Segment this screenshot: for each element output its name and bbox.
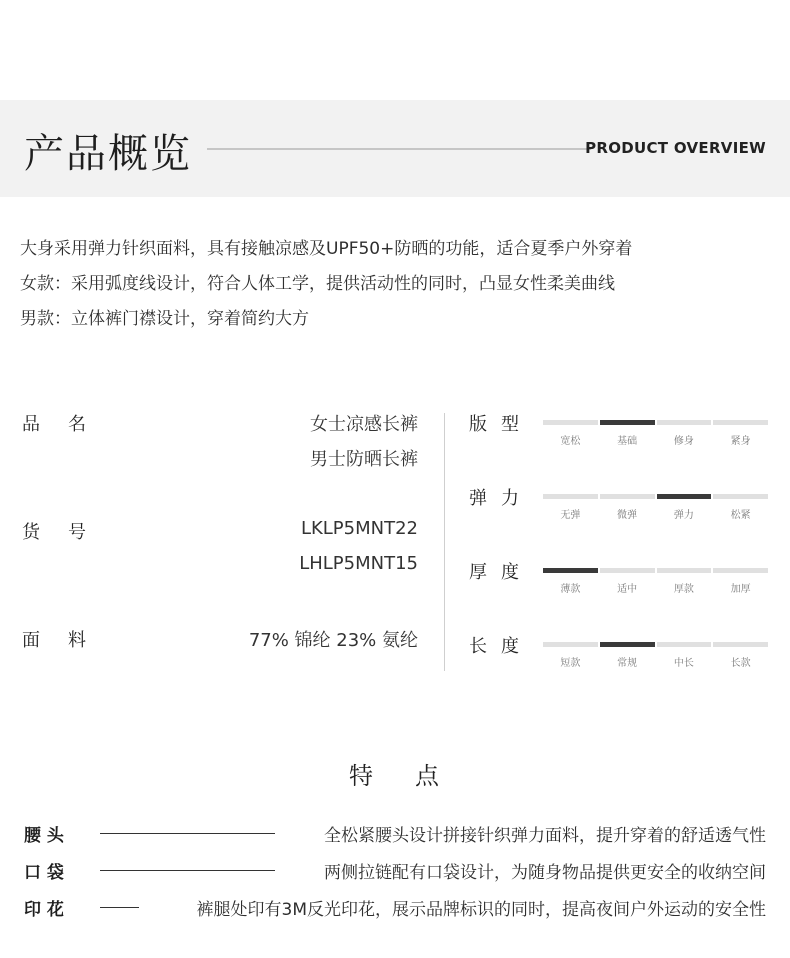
attribute-segment-selected bbox=[600, 420, 655, 425]
feature-label: 印 花 bbox=[24, 900, 64, 920]
spec-label-name bbox=[22, 410, 86, 436]
attribute-label-char: 力 bbox=[501, 488, 519, 509]
feature-label: 腰 头 bbox=[24, 826, 64, 846]
feature-row-pocket bbox=[24, 858, 766, 882]
attribute-label-char: 型 bbox=[501, 414, 519, 435]
attribute-option-label: 中长 bbox=[673, 658, 694, 669]
header-divider-line bbox=[207, 148, 591, 150]
features-title-char: 特 bbox=[349, 762, 375, 790]
attribute-segment bbox=[600, 568, 655, 573]
spec-value-fabric: 77% 锦纶 23% 氨纶 bbox=[248, 630, 418, 651]
attribute-scale-bar bbox=[543, 642, 768, 647]
spec-label-char: 料 bbox=[68, 630, 86, 651]
attribute-scale-options bbox=[543, 654, 768, 669]
feature-connector-line bbox=[100, 833, 275, 834]
spec-vertical-divider bbox=[444, 413, 445, 671]
attribute-option-label: 厚款 bbox=[673, 584, 694, 595]
attribute-scale-bar bbox=[543, 420, 768, 425]
section-title: 产品概览 bbox=[24, 131, 192, 177]
feature-connector-line bbox=[100, 870, 275, 871]
attribute-option-label: 长款 bbox=[730, 658, 751, 669]
attribute-segment bbox=[713, 568, 768, 573]
attribute-scale-options bbox=[543, 580, 768, 595]
attribute-label-char: 度 bbox=[501, 636, 519, 657]
description-line: 大身采用弹力针织面料，具有接触凉感及UPF50+防晒的功能，适合夏季户外穿着 bbox=[20, 239, 633, 259]
attribute-option-label: 常规 bbox=[617, 658, 638, 669]
spec-label-fabric bbox=[22, 626, 86, 652]
description-line: 男款：立体裤门襟设计，穿着简约大方 bbox=[20, 309, 309, 329]
attribute-segment bbox=[713, 494, 768, 499]
spec-label-char: 名 bbox=[68, 414, 86, 435]
spec-label-char: 号 bbox=[68, 522, 86, 543]
attribute-segment bbox=[600, 494, 655, 499]
spec-label-char: 品 bbox=[22, 414, 40, 435]
attribute-option-label: 修身 bbox=[673, 436, 694, 447]
attribute-label bbox=[469, 558, 519, 584]
attribute-segment bbox=[543, 420, 598, 425]
attribute-scale-options bbox=[543, 506, 768, 521]
attribute-segment bbox=[713, 642, 768, 647]
feature-connector-line bbox=[100, 907, 139, 908]
attribute-label-char: 长 bbox=[469, 636, 487, 657]
feature-row-waist bbox=[24, 821, 766, 845]
spec-label-char: 货 bbox=[22, 522, 40, 543]
attribute-label-char: 厚 bbox=[469, 562, 487, 583]
attribute-label-char: 度 bbox=[501, 562, 519, 583]
attribute-option-label: 宽松 bbox=[560, 436, 581, 447]
attribute-label bbox=[469, 632, 519, 658]
attribute-segment-selected bbox=[600, 642, 655, 647]
attribute-option-label: 加厚 bbox=[730, 584, 751, 595]
attribute-scale-bar bbox=[543, 568, 768, 573]
attribute-option-label: 适中 bbox=[617, 584, 638, 595]
attribute-segment bbox=[543, 494, 598, 499]
spec-value-sku-1: LKLP5MNT22 bbox=[300, 518, 418, 539]
attribute-label bbox=[469, 410, 519, 436]
attribute-option-label: 短款 bbox=[560, 658, 581, 669]
attribute-option-label: 基础 bbox=[617, 436, 638, 447]
spec-value-name-1: 女士凉感长裤 bbox=[310, 414, 418, 435]
attribute-option-label: 紧身 bbox=[730, 436, 751, 447]
feature-row-print bbox=[24, 895, 766, 919]
attribute-segment bbox=[657, 642, 712, 647]
feature-text: 裤腿处印有3M反光印花，展示品牌标识的同时，提高夜间户外运动的安全性 bbox=[196, 900, 766, 920]
attribute-option-label: 无弹 bbox=[560, 510, 581, 521]
attribute-label bbox=[469, 484, 519, 510]
attribute-option-label: 弹力 bbox=[673, 510, 694, 521]
spec-value-name-2: 男士防晒长裤 bbox=[310, 449, 418, 470]
product-description bbox=[20, 232, 632, 337]
attribute-option-label: 松紧 bbox=[730, 510, 751, 521]
attribute-segment-selected bbox=[657, 494, 712, 499]
attribute-segment bbox=[543, 642, 598, 647]
attribute-label-char: 版 bbox=[469, 414, 487, 435]
attribute-label-char: 弹 bbox=[469, 488, 487, 509]
attribute-segment bbox=[657, 568, 712, 573]
section-header bbox=[0, 100, 790, 197]
spec-label-sku bbox=[22, 518, 86, 544]
attribute-option-label: 薄款 bbox=[560, 584, 581, 595]
features-title-char: 点 bbox=[415, 762, 441, 790]
spec-value-sku-2: LHLP5MNT15 bbox=[299, 553, 418, 574]
feature-text: 全松紧腰头设计拼接针织弹力面料，提升穿着的舒适透气性 bbox=[324, 826, 766, 846]
attribute-scale-options bbox=[543, 432, 768, 447]
section-subtitle-en: PRODUCT OVERVIEW bbox=[585, 139, 766, 157]
spec-label-char: 面 bbox=[22, 630, 40, 651]
attribute-segment bbox=[713, 420, 768, 425]
attribute-segment bbox=[657, 420, 712, 425]
attribute-scale-bar bbox=[543, 494, 768, 499]
features-title bbox=[0, 756, 790, 791]
feature-text: 两侧拉链配有口袋设计，为随身物品提供更安全的收纳空间 bbox=[324, 863, 766, 883]
feature-label: 口 袋 bbox=[24, 863, 64, 883]
description-line: 女款：采用弧度线设计，符合人体工学，提供活动性的同时，凸显女性柔美曲线 bbox=[20, 274, 615, 294]
attribute-segment-selected bbox=[543, 568, 598, 573]
attribute-option-label: 微弹 bbox=[617, 510, 638, 521]
